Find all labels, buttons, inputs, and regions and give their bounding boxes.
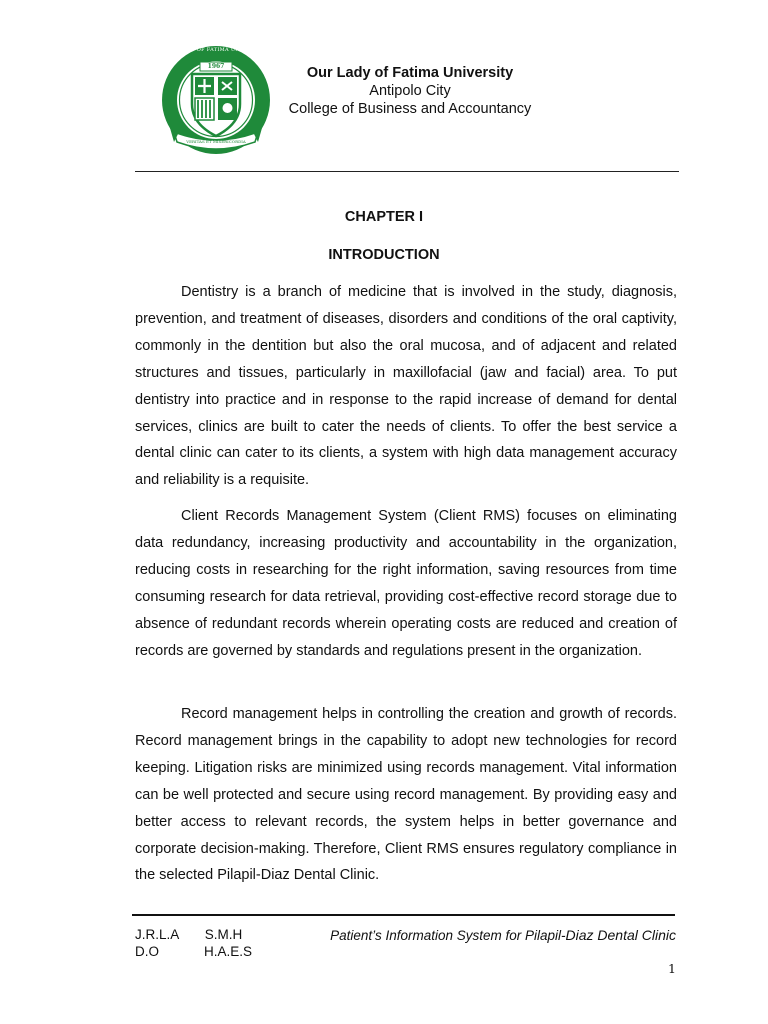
letterhead (270, 64, 550, 118)
body-paragraph-2: Client Records Management System (Client RMS) focuses on eliminating data redundancy, increasing productivity and accountability in the organization, reducing costs in researching for the right information, saving resources from time consuming research for data retrieval, providing cost-effective record storage due to absence of redundant records wherein operating costs are reduced and creation of records are governed by standards and regulations present in the organization. (135, 508, 677, 659)
seal-ring-text: OUR LADY OF FATIMA UNIVERSITY (164, 47, 268, 53)
footer-title-part-1: Patient’s Information System for Pilapil- (330, 928, 566, 943)
authors-row-2: D.O H.A.E.S (135, 943, 253, 959)
college-name: College of Business and Accountancy (288, 101, 532, 117)
seal-year: 1967 (207, 63, 225, 70)
campus-city: Antipolo City (369, 83, 451, 99)
seal-motto: VERITAS ET MISERICORDIA (186, 139, 246, 144)
footer-divider (132, 914, 675, 916)
footer-document-title (330, 927, 676, 945)
university-name: Our Lady of Fatima University (306, 65, 514, 81)
body-paragraph-3: Record management helps in controlling the creation and growth of records. Record management brings in the capability to adopt new technologies for record keeping. Litigation risks are minimized using records management. Vital information can be well protected and secure using record management. By providing easy and better access to relevant records, the system helps in better governance and corporate decision-making. Therefore, Client RMS ensures regulatory compliance in the selected Pilapil-Diaz Dental Clinic. (135, 706, 677, 884)
chapter-title: INTRODUCTION (328, 247, 440, 263)
chapter-number: CHAPTER I (344, 209, 424, 225)
footer-authors (135, 927, 252, 960)
body-paragraph-1: Dentistry is a branch of medicine that is involved in the study, diagnosis, prevention, and treatment of diseases, disorders and conditions of the oral captivity, commonly in the dentition but also the oral mucosa, and of adjacent and related structures and tissues, particularly in maxillofacial (jaw and facial) area. To put dentistry into practice and in response to the rapid increase of demand for dental services, clinics are built to cater the needs of clients. To offer the best service a dental clinic can cater to its clients, a system with high data management accuracy and reliability is a requisite. (135, 284, 677, 489)
authors-row-1: J.R.L.A S.M.H (135, 927, 243, 942)
page-number: 1 (668, 961, 676, 976)
footer-title-part-2: Diaz Dental Clinic (565, 927, 676, 943)
header-divider (135, 171, 679, 172)
